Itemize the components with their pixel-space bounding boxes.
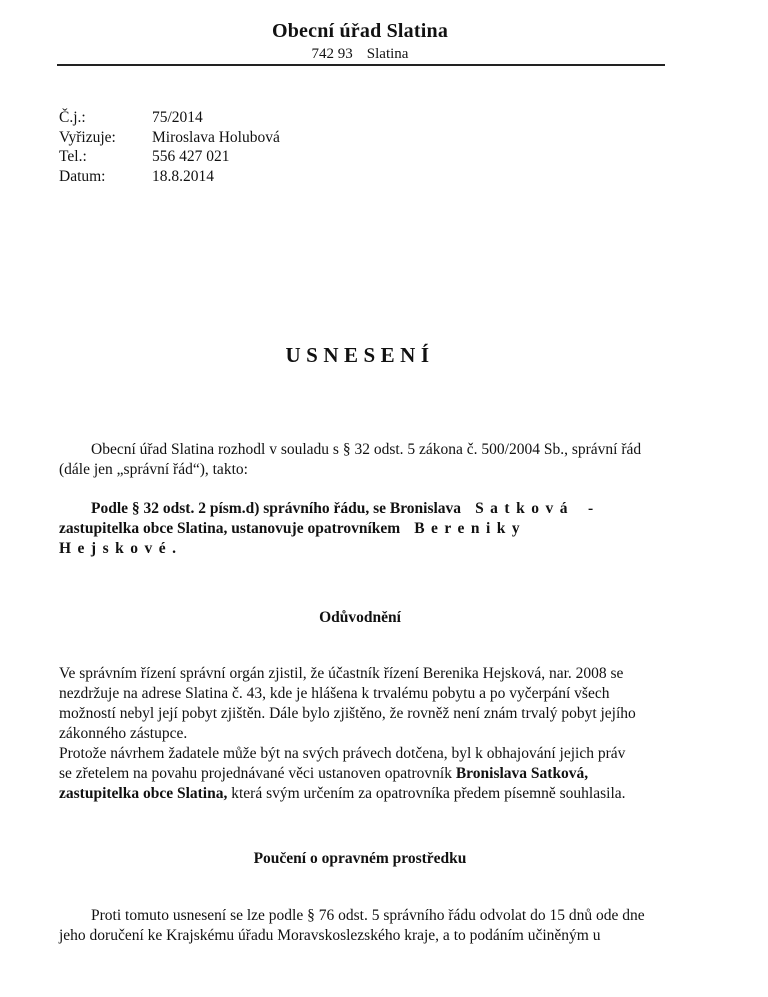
reference-block <box>59 108 280 186</box>
reasoning-line: zákonného zástupce. <box>59 725 188 742</box>
intro-line: Obecní úřad Slatina rozhodl v souladu s § 32 odst. 5 zákona č. 500/2004 Sb., správní řád <box>91 441 642 458</box>
decision-surname: Satková <box>475 500 574 517</box>
reasoning-line <box>59 764 659 784</box>
town: Slatina <box>366 46 409 62</box>
appeal-line: jeho doručení ke Krajskému úřadu Moravskoslezského kraje, a to podáním učiněným u <box>59 927 601 944</box>
decision-text: zastupitelka obce Slatina, ustanovuje opatrovníkem <box>59 520 401 537</box>
decision-paragraph <box>59 499 659 559</box>
reasoning-bold: zastupitelka obce Slatina, <box>59 785 228 802</box>
reference-label: Č.j.: <box>59 109 86 126</box>
appeal-heading: Poučení o opravném prostředku <box>253 850 467 867</box>
phone-value: 556 427 021 <box>152 148 230 165</box>
reasoning-bold: Bronislava Satková, <box>455 765 589 782</box>
reasoning-line: Protože návrhem žadatele může být na svých právech dotčena, byl k obhajování jejich práv <box>59 745 626 762</box>
reasoning-text: která svým určením za opatrovníka předem písemně souhlasila. <box>227 785 626 802</box>
reference-row <box>59 108 280 128</box>
date-value: 18.8.2014 <box>152 167 214 185</box>
intro-line: (dále jen „správní řád“), takto: <box>59 461 248 478</box>
postcode: 742 93 <box>311 46 353 62</box>
handler-label: Vyřizuje: <box>59 128 116 146</box>
reasoning-heading: Odůvodnění <box>319 609 401 626</box>
reasoning-line: možností nebyl její pobyt zjištěn. Dále bylo zjištěno, že rovněž není znám trvalý pobyt jejího <box>59 705 636 722</box>
appeal-paragraph <box>59 906 659 946</box>
guardian-name-second: Hejskové. <box>59 540 183 557</box>
phone-row <box>59 147 280 167</box>
office-name: Obecní úřad Slatina <box>271 20 449 42</box>
guardian-name-first: Bereniky <box>414 520 527 537</box>
decision-dash: - <box>587 500 594 517</box>
reasoning-text: se zřetelem na povahu projednávané věci ustanoven opatrovník <box>59 765 456 782</box>
reasoning-line <box>59 784 659 804</box>
date-row <box>59 167 280 187</box>
appeal-line: Proti tomuto usnesení se lze podle § 76 odst. 5 správního řádu odvolat do 15 dnů ode dne <box>91 907 645 924</box>
document-title: USNESENÍ <box>285 343 435 367</box>
reasoning-line: nezdržuje na adrese Slatina č. 43, kde je hlášena k trvalému pobytu a po vyčerpání všech <box>59 685 610 702</box>
office-address <box>0 46 720 63</box>
decision-line <box>59 519 659 559</box>
intro-paragraph <box>59 440 659 480</box>
reference-value: 75/2014 <box>152 109 203 126</box>
decision-text: Podle § 32 odst. 2 písm.d) správního řádu, se Bronislava <box>91 500 462 517</box>
phone-label: Tel.: <box>59 148 87 165</box>
reasoning-paragraph <box>59 664 659 804</box>
date-label: Datum: <box>59 167 106 185</box>
handler-row <box>59 128 280 148</box>
reasoning-line: Ve správním řízení správní orgán zjistil, že účastník řízení Berenika Hejsková, nar. 2008 se <box>59 665 624 682</box>
decision-line <box>59 499 659 519</box>
header-divider <box>57 64 665 66</box>
handler-value: Miroslava Holubová <box>152 128 280 146</box>
